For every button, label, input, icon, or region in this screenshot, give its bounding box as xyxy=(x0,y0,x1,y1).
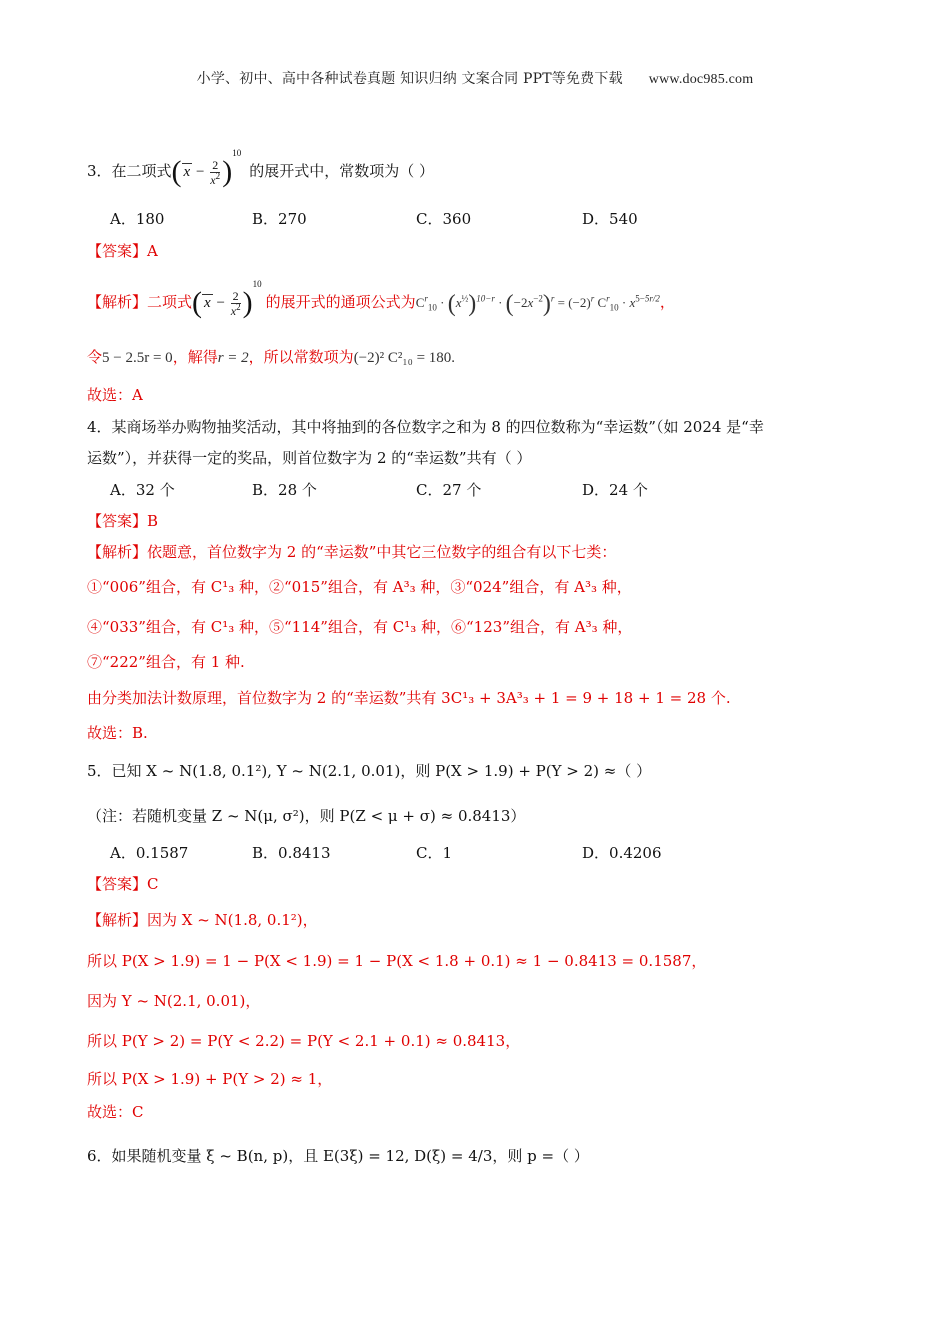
q4-stem-line2: 运数”），并获得一定的奖品，则首位数字为 2 的“幸运数”共有（ ） xyxy=(87,449,532,467)
q5-stem: 5．已知 X ~ N(1.8, 0.1²), Y ~ N(2.1, 0.01)，则 P(X > 1.9) + P(Y > 2) ≈（ ） xyxy=(87,762,652,780)
q4-conclusion: 故选：B. xyxy=(87,724,148,742)
q5-note: （注：若随机变量 Z ~ N(μ, σ²)，则 P(Z < μ + σ) ≈ 0.8413） xyxy=(87,807,526,825)
q5-option-d: D．0.4206 xyxy=(582,844,662,862)
q3-option-c: C．360 xyxy=(416,210,472,228)
q4-option-d: D．24 个 xyxy=(582,481,648,499)
q5-option-b: B．0.8413 xyxy=(252,844,331,862)
q4-analysis-line3: ④“033”组合，有 C¹₃ 种，⑤“114”组合，有 C¹₃ 种，⑥“123”组合，有 A³₃ 种， xyxy=(87,618,633,636)
q5-analysis-line1: 【解析】因为 X ~ N(1.8, 0.1²)， xyxy=(87,911,318,929)
q5-analysis-line2: 所以 P(X > 1.9) = 1 − P(X < 1.9) = 1 − P(X < 1.8 + 0.1) ≈ 1 − 0.8413 = 0.1587， xyxy=(87,952,707,970)
q3-analysis: 【解析】二项式( x − $\frac{2}{x^2}$ )$^{10}$的展开式的通项公式为$C^r_{10} \cdot (x^{\frac{1}{2}})^{10-r} \cdot (-2x^{-2})^r = (-2)^r$ $C^r_{10} \cdot x^{5-5r/2}$， xyxy=(87,279,675,319)
q3-option-b: B．270 xyxy=(252,210,307,228)
q5-analysis-line5: 所以 P(X > 1.9) + P(Y > 2) ≈ 1， xyxy=(87,1070,333,1088)
q3-answer: 【答案】A xyxy=(87,242,158,260)
q5-analysis-line4: 所以 P(Y > 2) = P(Y < 2.2) = P(Y < 2.1 + 0.1) ≈ 0.8413， xyxy=(87,1032,521,1050)
q5-answer: 【答案】C xyxy=(87,875,159,893)
q4-answer: 【答案】B xyxy=(87,512,159,530)
q4-analysis-line5: 由分类加法计数原理，首位数字为 2 的“幸运数”共有 3C¹₃ + 3A³₃ + 1 = 9 + 18 + 1 = 28 个. xyxy=(87,689,731,707)
q4-stem-line1: 4．某商场举办购物抽奖活动，其中将抽到的各位数字之和为 8 的四位数称为“幸运数”（如 2024 是“幸 xyxy=(87,418,764,436)
header-url[interactable]: www.doc985.com xyxy=(648,72,754,87)
q4-analysis-line2: ①“006”组合，有 C¹₃ 种，②“015”组合，有 A³₃ 种，③“024”组合，有 A³₃ 种， xyxy=(87,578,632,596)
q4-option-a: A．32 个 xyxy=(110,481,175,499)
q5-conclusion: 故选：C xyxy=(87,1103,144,1121)
q5-option-a: A．0.1587 xyxy=(110,844,189,862)
q4-option-c: C．27 个 xyxy=(416,481,482,499)
q4-analysis-line1: 【解析】依题意，首位数字为 2 的“幸运数”中其它三位数字的组合有以下七类： xyxy=(87,543,617,561)
q3-conclusion: 故选：A xyxy=(87,386,143,404)
q4-option-b: B．28 个 xyxy=(252,481,317,499)
header-text: 小学、初中、高中各种试卷真题 知识归纳 文案合同 PPT等免费下载 xyxy=(196,71,623,87)
q5-option-c: C．1 xyxy=(416,844,453,862)
q3-option-d: D．540 xyxy=(582,210,638,228)
q3-analysis-line2: 令5 − 2.5r = 0，解得r = 2，所以常数项为(−2)² C²₁₀ = 180. xyxy=(87,348,456,366)
page-header xyxy=(0,68,950,88)
q4-analysis-line4: ⑦“222”组合，有 1 种. xyxy=(87,653,245,671)
q3-stem: 3．在二项式( x − $\frac{2}{x^2}$ )$^{10}$的展开式中，常数项为（ ） xyxy=(87,148,434,188)
q6-stem: 6．如果随机变量 ξ ~ B(n, p)，且 E(3ξ) = 12, D(ξ) = 4/3，则 p =（ ） xyxy=(87,1147,589,1165)
q3-option-a: A．180 xyxy=(110,210,165,228)
q5-analysis-line3: 因为 Y ~ N(2.1, 0.01)， xyxy=(87,992,261,1010)
